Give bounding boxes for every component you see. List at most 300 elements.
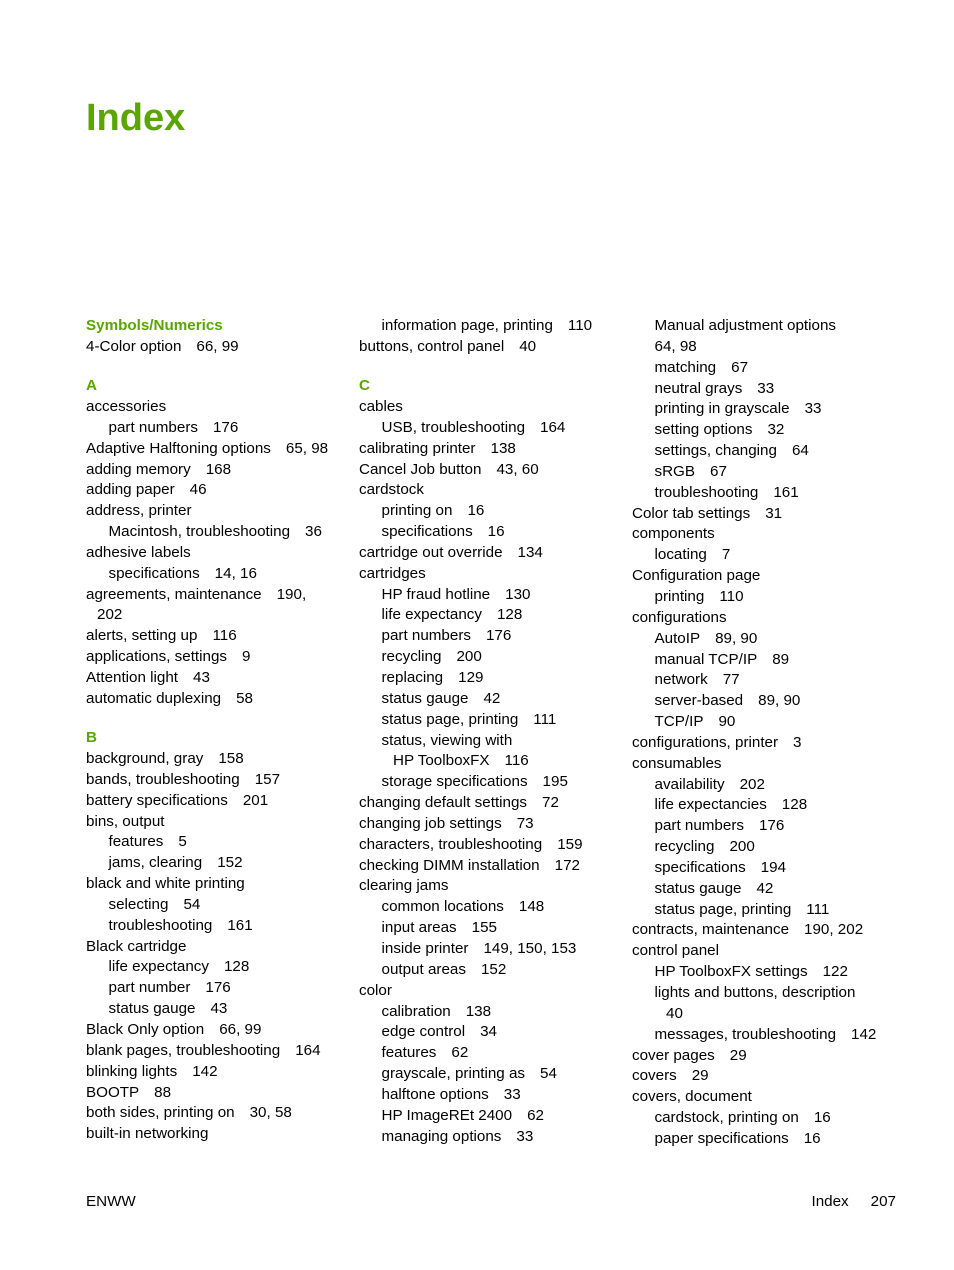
index-term: HP ToolboxFX <box>393 752 490 770</box>
index-subentry <box>359 731 621 752</box>
index-entry <box>632 1066 894 1087</box>
index-subentry <box>632 629 894 650</box>
index-entry <box>86 874 348 895</box>
index-subentry <box>359 626 621 647</box>
index-term: network <box>654 671 708 689</box>
page-reference: 54 <box>540 1065 557 1083</box>
page-reference: 43 <box>210 1000 228 1018</box>
index-term: configurations <box>632 608 727 626</box>
index-term: replacing <box>381 669 444 686</box>
page-reference: 58 <box>236 689 253 707</box>
index-term: status gauge <box>108 1000 196 1018</box>
index-subentry <box>359 1064 621 1085</box>
index-term: status page, printing <box>654 900 792 918</box>
index-subentry <box>632 1004 894 1025</box>
index-term: features <box>108 833 164 851</box>
index-term: lights and buttons, description <box>654 984 856 1001</box>
page-reference: 62 <box>527 1106 544 1124</box>
page-reference: 31 <box>765 504 783 522</box>
page-reference: 128 <box>223 958 250 976</box>
page-reference: 202 <box>97 606 123 624</box>
index-subentry <box>632 858 894 879</box>
page-reference: 43, 60 <box>496 460 539 478</box>
index-subentry <box>359 772 621 793</box>
index-entry <box>86 647 348 668</box>
page-reference: 164 <box>295 1041 321 1059</box>
index-subentry <box>359 939 621 960</box>
index-subentry <box>632 712 894 733</box>
page-reference: 62 <box>451 1044 469 1062</box>
index-subentry <box>632 316 894 337</box>
index-section-heading: Symbols/Numerics <box>86 317 223 334</box>
index-term: clearing jams <box>359 877 449 895</box>
index-entry <box>359 543 621 564</box>
index-subentry <box>359 1085 621 1106</box>
page-reference: 110 <box>567 317 593 334</box>
index-term: color <box>359 981 392 999</box>
index-term: configurations, printer <box>632 733 779 751</box>
index-subentry <box>86 916 348 937</box>
index-term: life expectancies <box>654 796 767 814</box>
index-subentry <box>632 1025 894 1046</box>
index-term: features <box>381 1044 437 1062</box>
page-reference: 77 <box>722 671 740 689</box>
index-term: life expectancy <box>108 958 209 976</box>
page-reference: 161 <box>227 916 253 934</box>
page-reference: 43 <box>193 669 210 686</box>
index-term: HP fraud hotline <box>381 585 491 603</box>
index-subentry <box>632 379 894 400</box>
page-reference: 149, 150, 153 <box>483 939 577 957</box>
page-reference: 89, 90 <box>715 629 758 647</box>
index-subentry <box>359 897 621 918</box>
index-term: Attention light <box>86 669 179 686</box>
index-term: specifications <box>108 564 200 582</box>
index-term: information page, printing <box>381 317 553 334</box>
index-term: common locations <box>381 898 504 916</box>
page-reference: 195 <box>542 773 568 791</box>
index-term: bins, output <box>86 812 165 830</box>
index-subentry <box>86 605 348 626</box>
index-term: cardstock, printing on <box>654 1109 799 1127</box>
page-reference: 40 <box>519 337 537 355</box>
index-term: characters, troubleshooting <box>359 835 543 853</box>
page-reference: 89, 90 <box>758 692 801 710</box>
index-term: locating <box>654 546 707 564</box>
index-entry <box>632 504 894 525</box>
index-term: 4-Color option <box>86 337 182 355</box>
index-term: blinking lights <box>86 1062 178 1080</box>
page-reference: 142 <box>851 1025 877 1043</box>
index-entry <box>86 439 348 460</box>
index-term: Configuration page <box>632 567 761 585</box>
index-entry <box>359 856 621 877</box>
page-reference: 172 <box>554 856 580 874</box>
index-entry <box>86 749 348 770</box>
page-reference: 190, <box>276 585 307 603</box>
index-term: status gauge <box>381 689 469 707</box>
index-term: contracts, maintenance <box>632 921 790 939</box>
index-subentry <box>632 441 894 462</box>
index-entry <box>359 480 621 501</box>
index-term: HP ImageREt 2400 <box>381 1106 513 1124</box>
index-term: neutral grays <box>654 379 743 397</box>
index-subentry <box>359 316 621 337</box>
index-subentry <box>632 775 894 796</box>
index-term: HP ToolboxFX settings <box>654 963 808 981</box>
page-reference: 176 <box>758 817 785 835</box>
index-entry <box>86 337 348 358</box>
page-reference: 111 <box>533 710 557 728</box>
index-entry <box>86 1124 348 1145</box>
index-subentry <box>86 957 348 978</box>
index-term: USB, troubleshooting <box>381 418 526 436</box>
page-reference: 33 <box>503 1085 521 1103</box>
index-term: sRGB <box>654 462 696 480</box>
index-entry <box>86 1020 348 1041</box>
index-term: cover pages <box>632 1046 715 1064</box>
section-gap <box>359 358 621 377</box>
index-subentry <box>632 795 894 816</box>
page-reference: 72 <box>542 794 559 812</box>
index-subentry <box>359 418 621 439</box>
page-reference: 129 <box>458 669 484 686</box>
index-term: blank pages, troubleshooting <box>86 1041 281 1059</box>
index-subentry <box>632 879 894 900</box>
index-subentry <box>632 1129 894 1150</box>
page-reference: 66, 99 <box>196 337 239 355</box>
index-subentry <box>632 691 894 712</box>
index-subentry <box>632 462 894 483</box>
footer-page-info <box>812 1192 897 1212</box>
page-reference: 176 <box>212 418 239 436</box>
index-term: selecting <box>108 895 169 913</box>
index-subentry <box>359 522 621 543</box>
index-term: life expectancy <box>381 606 482 624</box>
page-reference: 9 <box>242 648 251 666</box>
page-reference: 176 <box>485 627 512 645</box>
index-term: part numbers <box>654 817 744 835</box>
index-subentry <box>359 1106 621 1127</box>
page-reference: 134 <box>517 543 543 561</box>
page-reference: 5 <box>178 833 187 851</box>
index-subentry <box>359 689 621 710</box>
page-reference: 111 <box>806 900 830 918</box>
page-reference: 128 <box>496 606 523 624</box>
index-subentry <box>359 1002 621 1023</box>
index-subentry <box>359 960 621 981</box>
page-reference: 64, 98 <box>654 337 697 355</box>
index-term: settings, changing <box>654 442 777 460</box>
index-entry <box>359 835 621 856</box>
index-term: covers, document <box>632 1088 752 1106</box>
index-term: specifications <box>654 858 746 876</box>
page-number: 207 <box>870 1193 896 1210</box>
index-section-heading: A <box>86 377 97 395</box>
page-title: Index <box>86 97 186 139</box>
index-entry <box>632 608 894 629</box>
page-reference: 3 <box>793 733 802 751</box>
footer-section-label: Index <box>811 1193 849 1210</box>
section-gap <box>86 710 348 729</box>
page-reference: 194 <box>760 858 787 876</box>
index-entry <box>86 501 348 522</box>
index-term: Black Only option <box>86 1021 205 1038</box>
index-term: troubleshooting <box>654 483 759 501</box>
index-term: address, printer <box>86 502 192 520</box>
index-subentry <box>86 895 348 916</box>
index-subentry <box>632 483 894 504</box>
index-section-heading: B <box>86 729 97 747</box>
index-term: grayscale, printing as <box>381 1065 526 1083</box>
index-term: changing job settings <box>359 814 502 832</box>
page-reference: 138 <box>465 1002 492 1020</box>
page-reference: 200 <box>729 838 755 856</box>
index-term: battery specifications <box>86 791 228 809</box>
page-reference: 159 <box>557 835 583 853</box>
page-reference: 29 <box>691 1067 709 1085</box>
index-term: status gauge <box>654 879 742 897</box>
index-term: accessories <box>86 398 167 416</box>
index-entry <box>86 460 348 481</box>
index-subentry <box>632 1108 894 1129</box>
index-subentry <box>632 670 894 691</box>
page-reference: 202 <box>739 775 765 793</box>
index-subentry <box>359 710 621 731</box>
index-entry <box>632 920 894 941</box>
page-reference: 116 <box>504 752 529 770</box>
index-subentry <box>632 816 894 837</box>
index-entry <box>359 793 621 814</box>
index-term: black and white printing <box>86 875 245 893</box>
page-reference: 176 <box>205 979 231 997</box>
page-reference: 122 <box>822 963 848 981</box>
page-reference: 67 <box>710 462 727 480</box>
page-reference: 88 <box>154 1083 172 1101</box>
index-entry <box>86 770 348 791</box>
index-term: checking DIMM installation <box>359 856 540 874</box>
page-reference: 16 <box>803 1129 821 1147</box>
index-term: alerts, setting up <box>86 627 198 645</box>
index-subentry <box>86 853 348 874</box>
index-term: components <box>632 525 715 543</box>
index-column-3 <box>632 316 894 1150</box>
index-term: Manual adjustment options <box>654 317 837 334</box>
page-reference: 42 <box>483 689 501 707</box>
index-term: part numbers <box>108 418 198 436</box>
page-reference: 40 <box>666 1004 683 1022</box>
index-entry <box>86 937 348 958</box>
index-subentry <box>632 420 894 441</box>
index-entry <box>86 791 348 812</box>
index-term: availability <box>654 775 725 793</box>
index-entry <box>86 1041 348 1062</box>
page-reference: 66, 99 <box>219 1021 262 1038</box>
index-term: automatic duplexing <box>86 689 222 707</box>
index-subentry <box>632 900 894 921</box>
page-reference: 89 <box>772 650 790 668</box>
page-reference: 36 <box>305 523 322 541</box>
index-subentry <box>632 337 894 358</box>
index-entry <box>86 626 348 647</box>
page-reference: 110 <box>719 587 744 605</box>
index-subentry <box>86 832 348 853</box>
index-subentry <box>359 647 621 668</box>
page-reference: 128 <box>781 796 808 814</box>
page-reference: 138 <box>490 439 516 457</box>
index-entry <box>86 812 348 833</box>
index-term: inside printer <box>381 939 469 957</box>
index-term: Cancel Job button <box>359 460 482 478</box>
index-subentry <box>359 501 621 522</box>
index-subentry <box>359 1127 621 1148</box>
index-entry <box>632 1046 894 1067</box>
index-term: recycling <box>654 838 715 856</box>
index-entry <box>632 941 894 962</box>
index-subentry <box>86 564 348 585</box>
index-term: messages, troubleshooting <box>654 1025 837 1043</box>
index-entry <box>86 397 348 418</box>
index-term: halftone options <box>381 1085 489 1103</box>
index-entry <box>86 480 348 501</box>
index-term: cables <box>359 398 403 416</box>
index-subentry <box>359 585 621 606</box>
index-term: calibrating printer <box>359 439 476 457</box>
page-reference: 152 <box>217 854 243 872</box>
page-reference: 33 <box>804 400 822 418</box>
index-entry <box>359 337 621 358</box>
index-term: specifications <box>381 523 473 541</box>
index-entry <box>632 566 894 587</box>
page-reference: 32 <box>767 421 785 439</box>
index-term: printing on <box>381 502 453 520</box>
index-term: input areas <box>381 919 457 937</box>
page-reference: 161 <box>773 483 799 501</box>
page-reference: 29 <box>729 1046 747 1064</box>
page-reference: 46 <box>189 481 207 499</box>
index-term: background, gray <box>86 750 204 768</box>
page-reference: 14, 16 <box>214 564 257 582</box>
index-subentry <box>86 418 348 439</box>
index-entry <box>359 397 621 418</box>
index-subentry <box>86 978 348 999</box>
index-subentry <box>632 837 894 858</box>
index-term: AutoIP <box>654 629 701 647</box>
page-reference: 34 <box>480 1023 497 1041</box>
section-gap <box>86 358 348 377</box>
index-term: applications, settings <box>86 648 227 666</box>
page-reference: 164 <box>540 418 566 436</box>
page-reference: 54 <box>183 895 201 913</box>
index-column-2 <box>359 316 621 1147</box>
page-reference: 152 <box>480 960 507 978</box>
page-reference: 73 <box>516 814 534 832</box>
index-term: recycling <box>381 648 442 666</box>
index-term: cartridge out override <box>359 543 503 561</box>
index-entry <box>632 1087 894 1108</box>
index-subentry <box>359 751 621 772</box>
index-entry <box>86 1062 348 1083</box>
index-term: Black cartridge <box>86 937 187 955</box>
page-reference: 155 <box>471 919 497 937</box>
page-reference: 64 <box>791 442 809 460</box>
page-reference: 90 <box>718 713 736 731</box>
index-term: consumables <box>632 754 722 772</box>
page-reference: 65, 98 <box>285 439 329 457</box>
index-subentry <box>359 605 621 626</box>
index-term: manual TCP/IP <box>654 650 758 668</box>
index-term: storage specifications <box>381 773 528 791</box>
index-subentry <box>359 1043 621 1064</box>
index-term: Macintosh, troubleshooting <box>108 523 291 541</box>
index-entry <box>86 1103 348 1124</box>
index-term: part numbers <box>381 627 471 645</box>
index-term: both sides, printing on <box>86 1104 235 1122</box>
page-reference: 33 <box>516 1127 534 1145</box>
page-reference: 33 <box>757 379 775 397</box>
index-entry <box>359 814 621 835</box>
index-subentry <box>632 983 894 1004</box>
index-term: cartridges <box>359 564 426 582</box>
page-reference: 190, 202 <box>804 921 864 939</box>
index-term: adding memory <box>86 460 191 478</box>
index-subentry <box>632 399 894 420</box>
index-entry <box>86 585 348 606</box>
page-reference: 116 <box>212 627 237 645</box>
index-term: TCP/IP <box>654 713 704 731</box>
index-term: buttons, control panel <box>359 337 505 355</box>
page-reference: 16 <box>813 1109 831 1127</box>
index-term: bands, troubleshooting <box>86 770 240 788</box>
page-reference: 16 <box>467 502 485 520</box>
index-subentry <box>359 1022 621 1043</box>
page-reference: 142 <box>192 1062 218 1080</box>
index-subentry <box>86 999 348 1020</box>
index-entry <box>359 876 621 897</box>
index-subentry <box>359 668 621 689</box>
index-term: setting options <box>654 421 753 439</box>
page-reference: 7 <box>721 546 731 564</box>
index-entry <box>632 733 894 754</box>
index-entry <box>632 754 894 775</box>
index-column-1 <box>86 316 348 1145</box>
index-term: edge control <box>381 1023 466 1041</box>
index-term: covers <box>632 1067 677 1085</box>
index-entry <box>86 689 348 710</box>
index-term: changing default settings <box>359 794 528 812</box>
index-entry <box>86 668 348 689</box>
page-reference: 168 <box>205 460 232 478</box>
index-section-heading: C <box>359 377 370 395</box>
index-term: adding paper <box>86 481 175 499</box>
page-reference: 158 <box>218 750 244 768</box>
index-subentry <box>86 522 348 543</box>
index-subentry <box>632 358 894 379</box>
index-subentry <box>632 650 894 671</box>
page-reference: 130 <box>505 585 531 603</box>
page-reference: 200 <box>456 648 482 666</box>
index-subentry <box>632 545 894 566</box>
index-subentry <box>632 587 894 608</box>
page-reference: 16 <box>487 523 505 541</box>
index-term: adhesive labels <box>86 543 191 561</box>
index-term: status page, printing <box>381 710 519 728</box>
index-term: troubleshooting <box>108 916 213 934</box>
index-entry <box>359 460 621 481</box>
index-term: server-based <box>654 692 744 710</box>
index-entry <box>359 981 621 1002</box>
index-term: calibration <box>381 1002 451 1020</box>
